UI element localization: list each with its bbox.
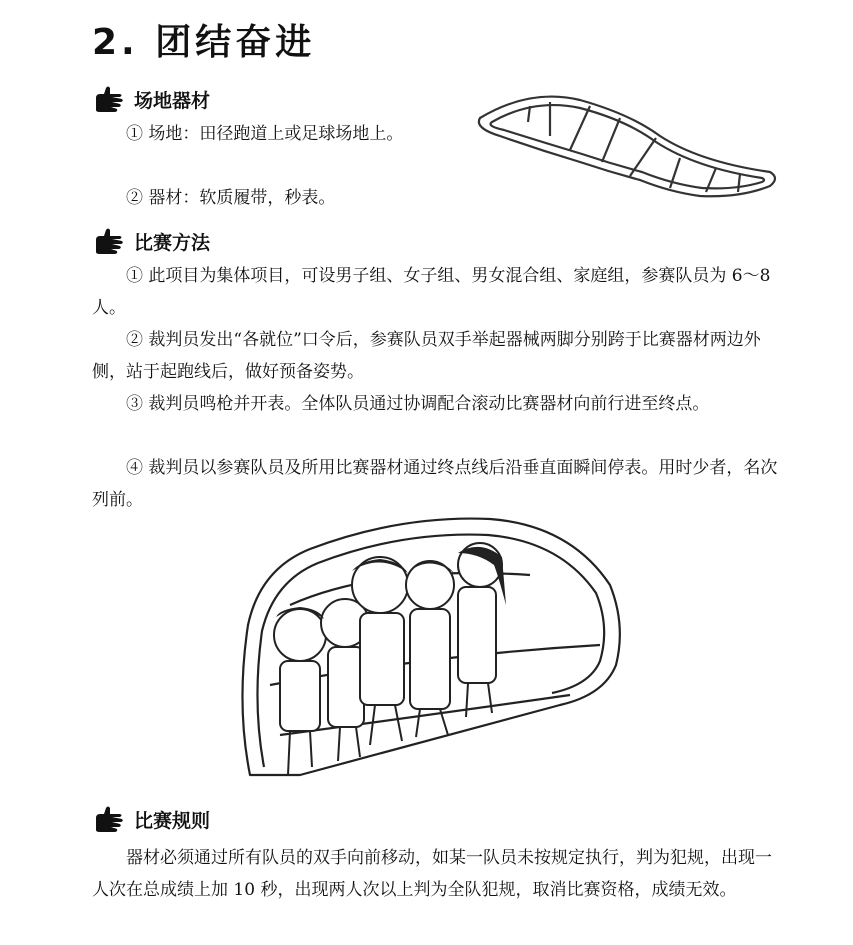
section-heading-method	[92, 226, 210, 256]
pointing-hand-icon	[92, 804, 128, 834]
section-heading-label: 场地器材	[134, 89, 211, 112]
paragraph: ② 裁判员发出“各就位”口令后，参赛队员双手举起器械两脚分别跨于比赛器材两边外侧，站于起跑线后，做好预备姿势。	[92, 330, 761, 382]
section-heading-rules	[92, 804, 210, 834]
section-heading-venue	[92, 84, 210, 114]
paragraph: ② 器材：软质履带，秒表。	[126, 188, 336, 208]
team-rolling-illustration	[230, 505, 630, 795]
section-heading-label: 比赛方法	[134, 231, 211, 254]
section-heading-label: 比赛规则	[134, 809, 211, 832]
track-belt-illustration	[470, 80, 780, 210]
page-title: 2. 团结奋进	[92, 22, 316, 63]
paragraph: ① 此项目为集体项目，可设男子组、女子组、男女混合组、家庭组，参赛队员为 6～8 人。	[92, 266, 771, 318]
pointing-hand-icon	[92, 226, 128, 256]
paragraph: ④ 裁判员以参赛队员及所用比赛器材通过终点线后沿垂直面瞬间停表。用时少者，名次列前。	[92, 458, 778, 510]
paragraph: 器材必须通过所有队员的双手向前移动，如某一队员未按规定执行，判为犯规，出现一人次在总成绩上加 10 秒，出现两人次以上判为全队犯规，取消比赛资格，成绩无效。	[92, 848, 772, 900]
paragraph: ① 场地：田径跑道上或足球场地上。	[126, 124, 404, 144]
pointing-hand-icon	[92, 84, 128, 114]
paragraph: ③ 裁判员鸣枪并开表。全体队员通过协调配合滚动比赛器材向前行进至终点。	[126, 394, 710, 414]
